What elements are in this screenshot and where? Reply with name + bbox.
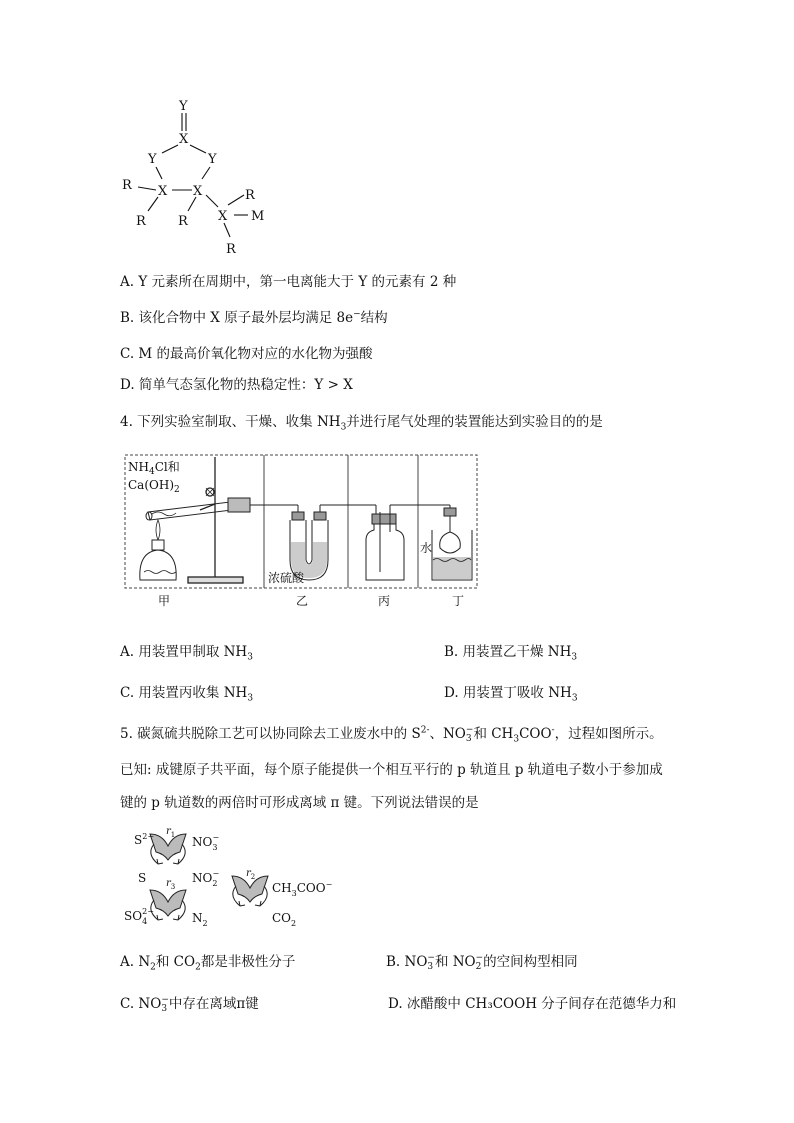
q3-option-b-text: B. 该化合物中 X 原子最外层均满足 8e [120,310,354,326]
label-bing: 丙 [378,594,391,608]
atom-r2: R [136,214,146,229]
q4-stem-sub: 3 [340,422,347,433]
q5-option-b [386,950,578,972]
q4-option-a-sub: 3 [247,652,253,663]
atom-r1: R [122,178,132,193]
q5-option-b-sub-2: 2 [475,961,482,972]
q3-option-b [120,306,388,326]
q5-option-b-sup-1: − [427,952,435,963]
iron-stand [188,457,243,583]
q4-stem-text: 4. 下列实验室制取、干燥、收集 NH [120,414,341,430]
q5-stem-text-1: 5. 碳氮硫共脱除工艺可以协同除去工业废水中的 S [120,726,421,742]
acid-label: 浓硫酸 [268,571,305,585]
q4-option-d-sub: 3 [571,693,578,704]
atom-x-left: X [158,184,168,199]
q5-option-b-text-2: 和 NO [434,954,476,970]
q5-option-b-text-3: 的空间构型相同 [483,954,578,970]
q5-stem-sub-3: 3 [513,734,520,745]
atom-x-right: X [218,209,228,224]
q5-option-c-sup: − [161,994,169,1005]
q5-stem-sub-2: 3 [465,733,472,744]
ch3coo-label: $CH_3COO^-$ [272,880,333,898]
q5-option-a-text-2: 和 CO [155,954,196,970]
q4-option-a-text: A. 用装置甲制取 NH [120,644,248,660]
q5-option-c-text-2: 中存在离域π键 [168,996,259,1012]
q4-stem-tail: 并进行尾气处理的装置能达到实验目的的是 [346,414,603,430]
water-label: 水 [420,541,433,555]
q4-option-b-sub: 3 [571,652,578,663]
q5-option-b-text-1: B. NO [386,954,428,970]
q5-stem-sup-1: 2- [420,725,430,736]
apparatus-figure [120,452,485,612]
so4-label: $SO_42-$ [124,907,154,926]
s2-label: $S^{2-}$ [134,832,155,847]
q4-option-c-text: C. 用装置丙收集 NH [120,685,248,701]
q4-option-c-sub: 3 [247,693,254,704]
q5-stem-text-2: 、NO [429,726,466,742]
q5-option-a-sub-1: 2 [150,962,156,973]
r2-label: $r_2$ [246,868,256,881]
q5-stem [120,722,663,744]
co2-label: $CO_2$ [272,911,297,928]
r3-label: $r_3$ [166,878,176,891]
q5-option-c-script [161,996,169,1014]
q3-option-d: D. 简单气态氢化物的热稳定性：Y > X [120,377,353,393]
u-tube [270,505,360,580]
atom-y-left: Y [148,152,157,167]
q5-option-b-sub-1: 3 [427,961,434,972]
atom-r3: R [178,214,188,229]
q5-stem-sup-2: − [465,724,474,735]
reagent-label-1: $NH_4Cl$和 [128,460,180,477]
atom-r-topright: R [245,188,255,203]
atom-y-right: Y [208,152,217,167]
q5-option-a-text-3: 都是非极性分子 [200,954,296,970]
reaction-tube [146,498,270,520]
q3-option-b-tail: 结构 [360,310,388,326]
alcohol-lamp [140,520,176,580]
q4-option-d [444,681,578,704]
no3-label: $NO_3-$ [192,833,220,852]
q4-option-b-text: B. 用装置乙干燥 NH [444,644,572,660]
q5-option-b-sup-2: − [475,952,484,963]
q4-stem [120,410,603,433]
q5-option-c-text-1: C. NO [120,996,162,1012]
q5-known-1: 已知: 成键原子共平面，每个原子能提供一个相互平行的 p 轨道且 p 轨道电子数小于参加成 [120,762,663,778]
r1-label: $r_1$ [166,826,176,839]
q4-option-a [120,640,253,663]
q5-option-b-script-1 [427,954,435,972]
q5-known-2: 键的 p 轨道数的两倍时可形成离域 π 键。下列说法错误的是 [120,795,479,811]
q5-stem-text-4: COO [519,726,552,742]
s-label: S [138,871,147,885]
atom-r4: R [226,242,236,257]
atom-x-mid: X [193,184,203,199]
atom-y-top: Y [179,99,188,114]
n2-label: $N_2$ [192,911,208,928]
q5-diagram [120,824,350,934]
q5-option-d: D. 冰醋酸中 CH₃COOH 分子间存在范德华力和 [388,996,677,1012]
q5-stem-text-3: 和 CH [473,726,514,742]
q4-option-c [120,681,254,704]
q5-option-a-sub-2: 2 [195,962,201,973]
q5-option-a-text-1: A. N [120,954,151,970]
q3-option-a: A. Y 元素所在周期中，第一电离能大于 Y 的元素有 2 种 [120,274,457,290]
q4-option-d-text: D. 用装置丁吸收 NH [444,685,572,701]
structure-figure [110,95,280,260]
label-ding: 丁 [452,594,465,608]
q5-option-c-sub: 3 [161,1003,168,1014]
q3-option-b-sup: − [353,309,361,320]
q5-stem-sup-4: - [551,725,555,736]
absorption-beaker [432,505,472,580]
reagent-label-2: $Ca(OH)_2$ [128,478,180,495]
q4-option-b [444,640,578,663]
q3-option-c: C. M 的最高价氧化物对应的水化物为强酸 [120,346,373,362]
atom-m: M [251,209,265,224]
label-jia: 甲 [158,594,171,608]
atom-x-top: X [179,132,189,147]
q5-stem-text-5: ，过程如图所示。 [554,726,663,742]
label-yi: 乙 [296,594,309,608]
q5-option-a [120,950,296,973]
q5-option-c [120,992,259,1014]
no2-label: $NO_2-$ [192,869,220,888]
